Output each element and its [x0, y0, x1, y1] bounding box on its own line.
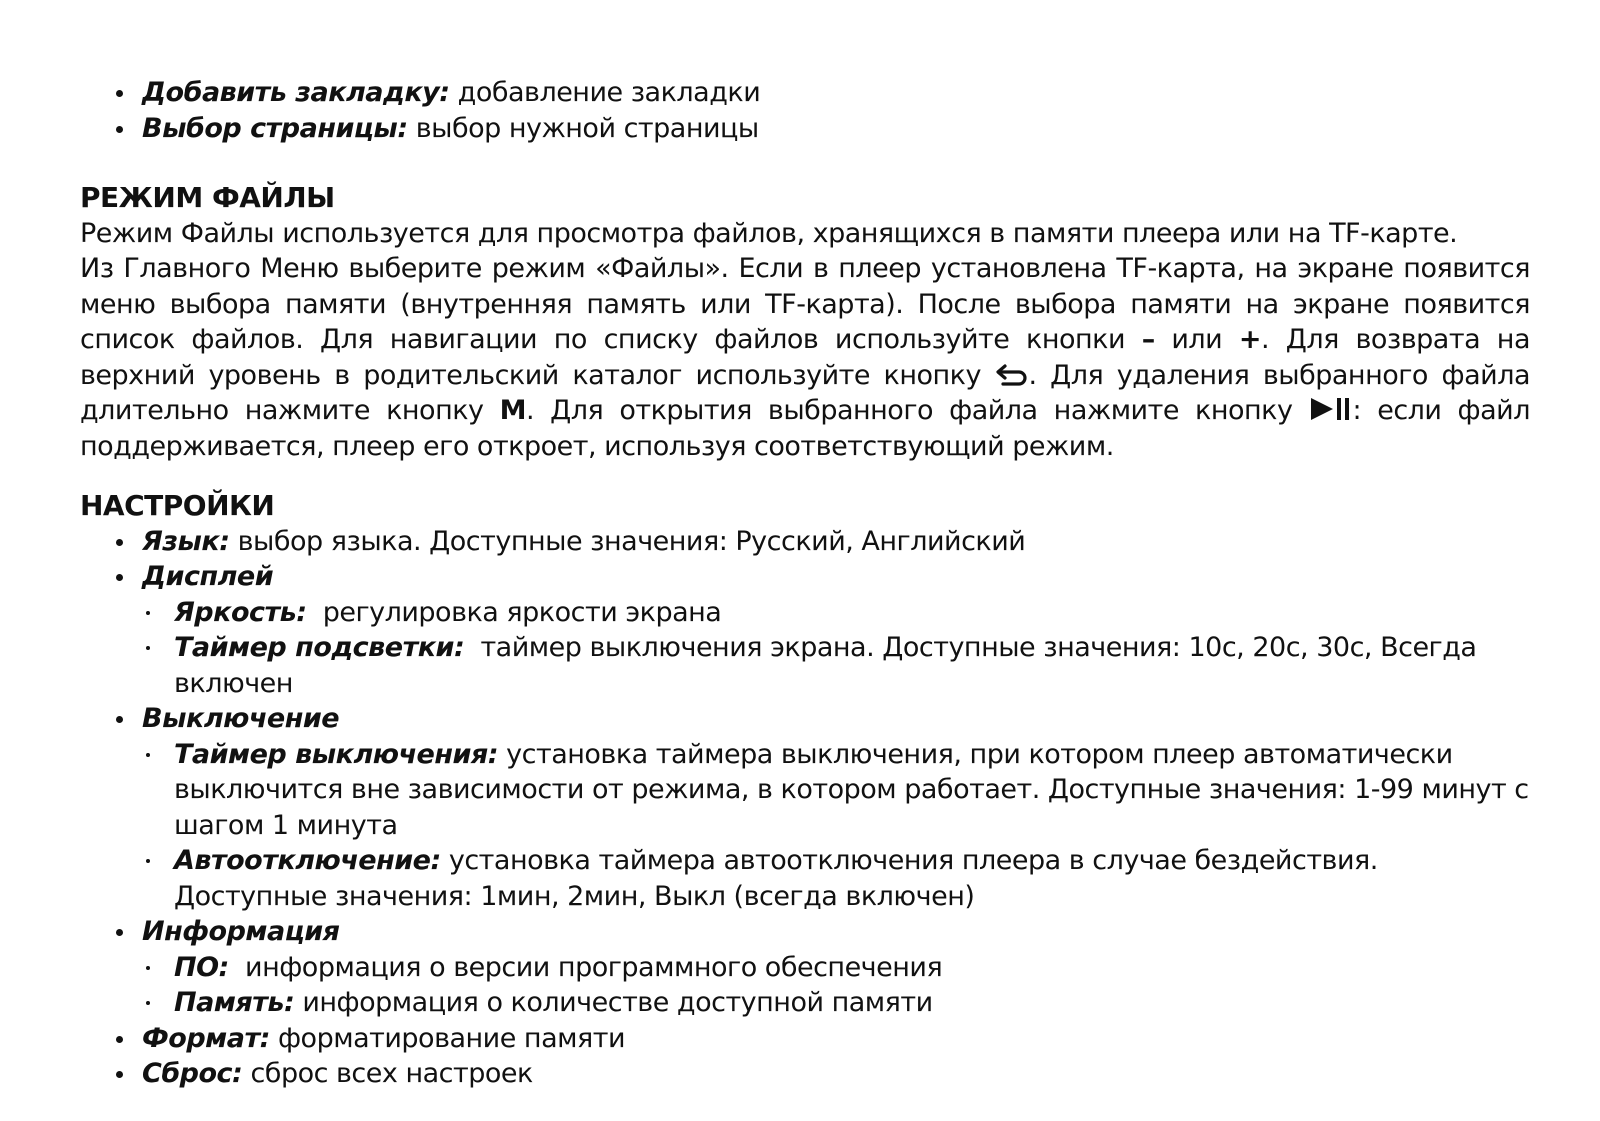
list-item-term: Информация: [142, 916, 340, 947]
list-item-term: Добавить закладку:: [142, 77, 450, 108]
settings-list: [80, 524, 1530, 1092]
list-item: [80, 524, 1530, 560]
sub-bullet-icon: [146, 753, 150, 757]
plus-key: +: [1238, 324, 1261, 355]
bullet-icon: [116, 539, 123, 546]
list-item-term: Выбор страницы:: [142, 112, 408, 144]
list-item: [80, 75, 1530, 111]
list-item-desc: выбор нужной страницы: [407, 112, 759, 144]
sub-bullet-icon: [146, 1001, 150, 1005]
sub-list-item: [80, 950, 1530, 986]
manual-page: [80, 75, 1530, 1092]
list-item: [80, 559, 1530, 595]
list-item-desc: информация о количестве доступной памяти: [294, 987, 933, 1018]
bullet-icon: [116, 929, 123, 936]
list-item-term: Формат:: [142, 1022, 270, 1054]
sub-bullet-icon: [146, 966, 150, 970]
list-item-term: Дисплей: [142, 561, 274, 592]
files-text-or: или: [1154, 324, 1239, 355]
sub-list-item: [80, 630, 1530, 701]
bullet-icon: [116, 574, 123, 581]
bullet-icon: [116, 1036, 123, 1043]
files-text-b: . Для возврата на верхний уровень в родительский каталог используйте кнопку: [80, 324, 1530, 391]
m-key: M: [499, 395, 526, 426]
list-item-term: Сброс:: [142, 1058, 243, 1089]
sub-list-item: [80, 737, 1530, 844]
sub-list-item: [80, 843, 1530, 914]
list-item: [80, 111, 1530, 147]
back-arrow-icon: [995, 363, 1029, 387]
list-item-desc: регулировка яркости экрана: [306, 596, 722, 628]
files-description: [80, 251, 1530, 464]
list-item-desc: информация о версии программного обеспечения: [228, 951, 943, 983]
bullet-icon: [116, 716, 123, 723]
list-item-term: ПО:: [174, 951, 229, 983]
files-intro: Режим Файлы используется для просмотра файлов, хранящихся в памяти плеера или на TF-карте.: [80, 217, 1458, 249]
list-item-term: Таймер выключения:: [174, 738, 499, 770]
list-item-term: Автоотключение:: [174, 845, 441, 876]
list-item: [80, 914, 1530, 950]
list-item: [80, 1056, 1530, 1092]
list-item-desc: выбор языка. Доступные значения: Русский, Английский: [229, 525, 1026, 557]
list-item-desc: установка таймера автоотключения плеера в случае бездействия. Доступные значения: 1мин, 2мин, Выкл (всегда включен): [174, 845, 1378, 912]
list-item-desc: добавление закладки: [449, 77, 761, 108]
files-text-c: . Для удаления выбранного файла длительно нажмите кнопку: [80, 359, 1530, 426]
list-item-term: Язык:: [142, 525, 230, 557]
list-item-desc: сброс всех настроек: [242, 1058, 533, 1089]
bullet-icon: [116, 90, 123, 97]
files-text-d: . Для открытия выбранного файла нажмите кнопку: [525, 395, 1309, 426]
list-item-desc: установка таймера выключения, при котором плеер автоматически выключится вне зависимости от режима, в котором работает. Доступные значения: 1-99 минут с шагом 1 минута: [174, 738, 1529, 841]
list-item-desc: таймер выключения экрана. Доступные значения: 10с, 20с, 30с, Всегда включен: [174, 632, 1485, 699]
play-pause-icon: [1309, 396, 1353, 422]
list-item-desc: форматирование памяти: [269, 1022, 625, 1054]
files-section-heading: РЕЖИМ ФАЙЛЫ: [80, 181, 335, 214]
bullet-icon: [116, 1071, 123, 1078]
bookmark-options-list: [80, 75, 1530, 146]
settings-section-heading: НАСТРОЙКИ: [80, 489, 275, 522]
sub-list-item: [80, 595, 1530, 631]
list-item: [80, 701, 1530, 737]
bullet-icon: [116, 126, 123, 133]
sub-bullet-icon: [146, 859, 150, 863]
list-item-term: Яркость:: [174, 596, 307, 628]
list-item-term: Таймер подсветки:: [174, 632, 465, 663]
sub-bullet-icon: [146, 646, 150, 650]
files-text-a: Из Главного Меню выберите режим «Файлы». Если в плеер установлена TF-карта, на экране появится меню выбора памяти (внутренняя память или TF-карта). После выбора памяти на экране появится список файлов. Для навигации по списку файлов используйте кнопки: [80, 253, 1530, 355]
sub-bullet-icon: [146, 611, 150, 615]
sub-list-item: [80, 985, 1530, 1021]
files-text-e: : если файл поддерживается, плеер его откроет, используя соответствующий режим.: [80, 395, 1530, 462]
list-item: [80, 1021, 1530, 1057]
list-item-term: Выключение: [142, 703, 340, 734]
minus-key: –: [1141, 324, 1155, 355]
list-item-term: Память:: [174, 987, 295, 1018]
